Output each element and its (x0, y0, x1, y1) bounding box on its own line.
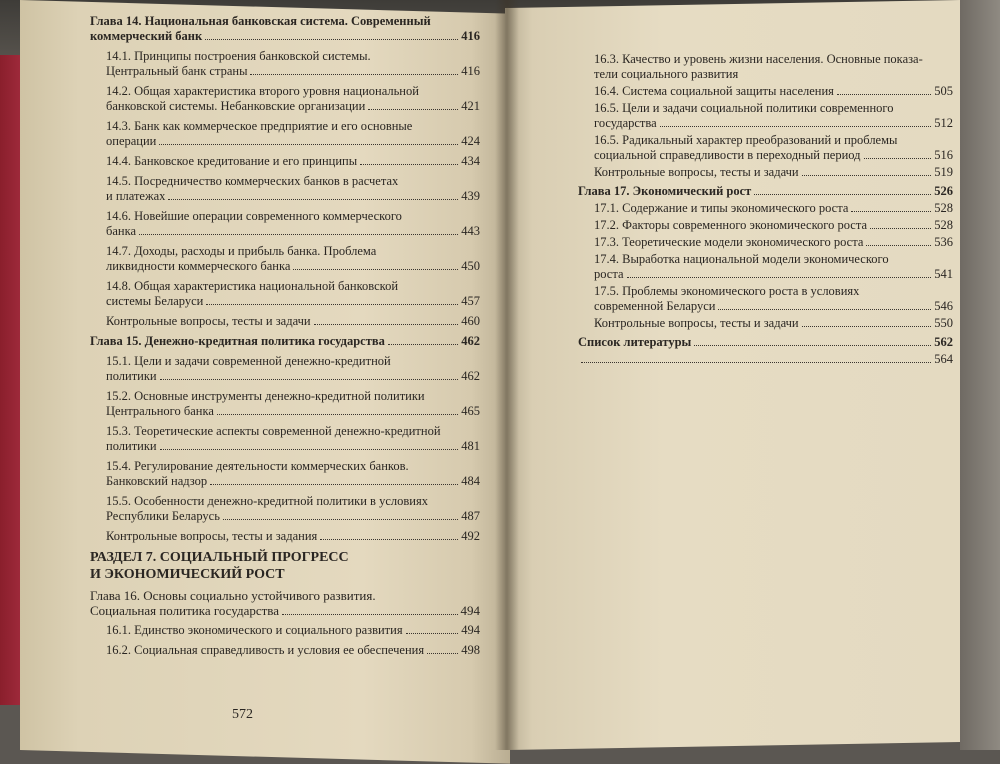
toc-page-number: 528 (934, 218, 953, 232)
toc-entry (90, 279, 480, 309)
toc-page-number: 494 (461, 623, 480, 637)
toc-entry (90, 549, 480, 583)
toc-entry (90, 154, 480, 169)
toc-page-number: 564 (934, 352, 953, 366)
toc-entry-title: Центральный банк страны (106, 64, 248, 78)
toc-entry (90, 84, 480, 114)
toc-entry-title: политики (106, 369, 157, 383)
toc-entry (90, 334, 480, 349)
toc-page-number: 465 (461, 404, 480, 418)
toc-entry (578, 165, 953, 180)
toc-entry-title: и платежах (106, 189, 166, 203)
toc-entry-title: 15.5. Особенности денежно-кредитной политики в условиях (106, 494, 428, 508)
dot-leader (368, 108, 458, 110)
dot-leader (627, 276, 932, 278)
toc-entry-title: 17.3. Теоретические модели экономического роста (594, 235, 864, 249)
toc-entry-title: 16.5. Цели и задачи социальной политики современного (594, 101, 894, 115)
toc-entry (90, 643, 480, 658)
toc-page-number: 416 (461, 64, 480, 78)
toc-entry (578, 184, 953, 199)
dot-leader (206, 303, 458, 305)
toc-entry-title: 16.3. Качество и уровень жизни населения. Основные показа- (594, 52, 923, 66)
dot-leader (802, 325, 932, 327)
toc-entry-title: 14.4. Банковское кредитование и его принципы (106, 154, 358, 168)
dot-leader (210, 483, 458, 485)
toc-page-number: 498 (461, 643, 480, 657)
toc-entry (578, 201, 953, 216)
dot-leader (168, 198, 458, 200)
toc-page-number: 550 (934, 316, 953, 330)
toc-entry (90, 354, 480, 384)
dot-leader (388, 343, 458, 345)
toc-page-number: 487 (461, 509, 480, 523)
toc-entry-title: 14.5. Посредничество коммерческих банков в расчетах (106, 174, 399, 188)
toc-entry-title: Глава 16. Основы социально устойчивого развития. (90, 588, 376, 603)
toc-entry-title: банка (106, 224, 137, 238)
toc-page-number: 536 (934, 235, 953, 249)
toc-page-number: 434 (461, 154, 480, 168)
toc-entry-title: 17.1. Содержание и типы экономического роста (594, 201, 849, 215)
toc-entry-title: Глава 14. Национальная банковская система. Современный (90, 14, 431, 28)
toc-page-number: 443 (461, 224, 480, 238)
toc-page-number: 512 (934, 116, 953, 130)
toc-entry (578, 284, 953, 314)
toc-page-number: 526 (934, 184, 953, 198)
page-number: 572 (232, 707, 253, 722)
toc-page-number: 460 (461, 314, 480, 328)
toc-entry-title: Социальная политика государства (90, 603, 280, 618)
toc-entry-title: 15.4. Регулирование деятельности коммерческих банков. (106, 459, 409, 473)
dot-leader (250, 73, 458, 75)
toc-entry (90, 623, 480, 638)
toc-entry-title: 17.2. Факторы современного экономического роста (594, 218, 868, 232)
toc-entry (578, 252, 953, 282)
toc-page-number: 541 (934, 267, 953, 281)
toc-entry-title: 16.4. Система социальной защиты населения (594, 84, 834, 98)
toc-entry-title: Контрольные вопросы, тесты и задачи (106, 314, 311, 328)
toc-page-number: 492 (461, 529, 480, 543)
toc-entry (578, 133, 953, 163)
toc-entry-title: коммерческий банк (90, 29, 203, 43)
dot-leader (360, 163, 458, 165)
toc-page-number: 439 (461, 189, 480, 203)
toc-entry-title: 15.3. Теоретические аспекты современной денежно-кредитной (106, 424, 441, 438)
toc-entry-title: политики (106, 439, 157, 453)
dot-leader (314, 323, 459, 325)
toc-page-number: 457 (461, 294, 480, 308)
toc-entry-title: Контрольные вопросы, тесты и задачи (594, 165, 799, 179)
toc-entry (90, 529, 480, 544)
toc-entry-title: социальной справедливости в переходный период (594, 148, 861, 162)
left-table-of-contents (90, 10, 480, 663)
toc-entry-title: 16.2. Социальная справедливость и условия ее обеспечения (106, 643, 425, 657)
dot-leader (837, 93, 931, 95)
toc-entry-title: Контрольные вопросы, тесты и задачи (594, 316, 799, 330)
toc-entry-title: 14.6. Новейшие операции современного коммерческого (106, 209, 402, 223)
toc-entry-title: современной Беларуси (594, 299, 716, 313)
toc-entry-title: И ЭКОНОМИЧЕСКИЙ РОСТ (90, 567, 285, 582)
toc-entry-title: роста (594, 267, 624, 281)
toc-entry (90, 389, 480, 419)
toc-entry-title: Банковский надзор (106, 474, 208, 488)
dot-leader (660, 125, 932, 127)
toc-entry (578, 352, 953, 367)
book-cover-right (960, 0, 1000, 750)
toc-entry-title: системы Беларуси (106, 294, 204, 308)
toc-entry (90, 314, 480, 329)
toc-entry-title: 14.2. Общая характеристика второго уровня национальной (106, 84, 419, 98)
toc-entry-title: 17.5. Проблемы экономического роста в условиях (594, 284, 860, 298)
toc-entry-title: тели социального развития (594, 67, 739, 81)
toc-entry (90, 494, 480, 524)
toc-page-number: 546 (934, 299, 953, 313)
toc-page-number: 562 (934, 335, 953, 349)
dot-leader (223, 518, 458, 520)
toc-page-number: 462 (461, 369, 480, 383)
toc-entry (578, 316, 953, 331)
toc-entry-title: Глава 17. Экономический рост (578, 184, 752, 198)
dot-leader (217, 413, 458, 415)
dot-leader (427, 652, 458, 654)
toc-page-number: 484 (461, 474, 480, 488)
toc-entry (90, 424, 480, 454)
dot-leader (160, 448, 459, 450)
toc-entry (90, 49, 480, 79)
toc-entry-title: РАЗДЕЛ 7. СОЦИАЛЬНЫЙ ПРОГРЕСС (90, 550, 349, 565)
toc-page-number: 505 (934, 84, 953, 98)
toc-entry (90, 209, 480, 239)
dot-leader (718, 308, 931, 310)
toc-entry (90, 119, 480, 149)
dot-leader (293, 268, 458, 270)
toc-entry-title: Контрольные вопросы, тесты и задания (106, 529, 318, 543)
dot-leader (406, 632, 459, 634)
toc-page-number: 421 (461, 99, 480, 113)
toc-entry-title: 15.1. Цели и задачи современной денежно-кредитной (106, 354, 391, 368)
toc-page-number: 519 (934, 165, 953, 179)
toc-entry-title: 14.7. Доходы, расходы и прибыль банка. Проблема (106, 244, 377, 258)
toc-page-number: 494 (460, 603, 480, 618)
toc-entry-title: 16.5. Радикальный характер преобразований и проблемы (594, 133, 898, 147)
dot-leader (866, 244, 931, 246)
toc-entry-title: Список литературы (578, 335, 692, 349)
toc-entry-title: ликвидности коммерческого банка (106, 259, 291, 273)
dot-leader (320, 538, 458, 540)
toc-entry-title: Глава 15. Денежно-кредитная политика государства (90, 334, 385, 348)
toc-entry (90, 14, 480, 44)
toc-entry-title: 16.1. Единство экономического и социального развития (106, 623, 403, 637)
toc-page-number: 481 (461, 439, 480, 453)
toc-entry-title: 14.8. Общая характеристика национальной банковской (106, 279, 399, 293)
right-table-of-contents (578, 52, 953, 369)
toc-entry (578, 218, 953, 233)
toc-entry (90, 244, 480, 274)
toc-page-number: 516 (934, 148, 953, 162)
toc-entry (578, 335, 953, 350)
toc-entry-title: операции (106, 134, 157, 148)
dot-leader (851, 210, 931, 212)
toc-page-number: 450 (461, 259, 480, 273)
toc-entry-title: Центрального банка (106, 404, 214, 418)
toc-entry (90, 174, 480, 204)
dot-leader (160, 378, 459, 380)
dot-leader (139, 233, 458, 235)
dot-leader (754, 193, 931, 195)
dot-leader (159, 143, 458, 145)
toc-entry (578, 52, 953, 82)
toc-page-number: 424 (461, 134, 480, 148)
toc-entry-title: государства (594, 116, 657, 130)
dot-leader (205, 38, 458, 40)
toc-page-number: 462 (461, 334, 480, 348)
toc-entry (90, 459, 480, 489)
toc-entry (90, 588, 480, 618)
book-gutter (495, 0, 519, 750)
toc-entry-title: 15.2. Основные инструменты денежно-кредитной политики (106, 389, 425, 403)
toc-page-number: 416 (461, 29, 480, 43)
dot-leader (802, 174, 932, 176)
toc-entry-title: Республики Беларусь (106, 509, 220, 523)
toc-page-number: 528 (934, 201, 953, 215)
toc-entry-title: 14.1. Принципы построения банковской системы. (106, 49, 371, 63)
dot-leader (282, 613, 457, 615)
toc-entry (578, 84, 953, 99)
dot-leader (870, 227, 931, 229)
toc-entry-title: банковской системы. Небанковские организации (106, 99, 366, 113)
toc-entry (578, 235, 953, 250)
toc-entry (578, 101, 953, 131)
toc-entry-title: 14.3. Банк как коммерческое предприятие и его основные (106, 119, 413, 133)
dot-leader (581, 361, 931, 363)
toc-entry-title: 17.4. Выработка национальной модели экономического (594, 252, 889, 266)
dot-leader (864, 157, 932, 159)
dot-leader (694, 344, 931, 346)
